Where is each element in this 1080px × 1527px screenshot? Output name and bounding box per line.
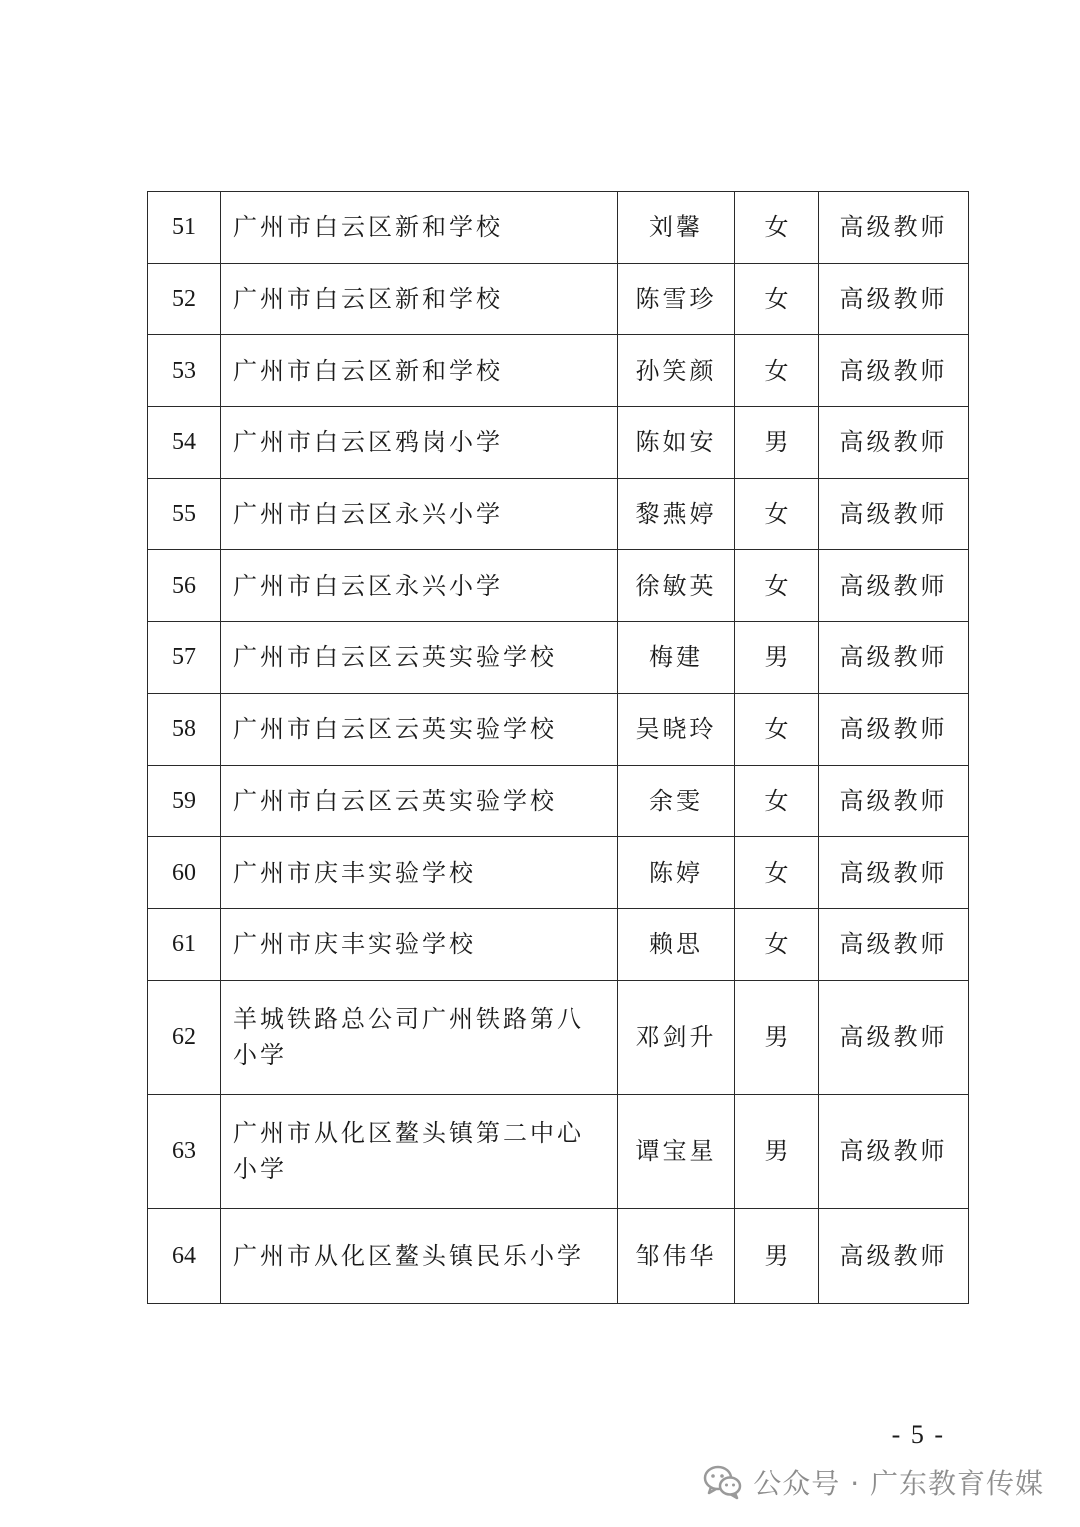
school-name: 广州市白云区新和学校 [221,263,618,335]
table-row [148,335,969,407]
teacher-name: 余雯 [618,765,735,837]
table-row [148,908,969,980]
teacher-title: 高级教师 [819,263,969,335]
school-name: 广州市白云区云英实验学校 [221,622,618,694]
teacher-name: 孙笑颜 [618,335,735,407]
teacher-title: 高级教师 [819,407,969,479]
teacher-title: 高级教师 [819,1208,969,1303]
teacher-gender: 男 [735,1094,819,1208]
teacher-name: 赖思 [618,908,735,980]
table-row [148,192,969,264]
school-name: 广州市庆丰实验学校 [221,837,618,909]
teacher-gender: 女 [735,263,819,335]
school-name: 广州市白云区永兴小学 [221,550,618,622]
school-name: 广州市白云区鸦岗小学 [221,407,618,479]
row-number: 62 [148,980,221,1094]
school-name: 广州市白云区云英实验学校 [221,693,618,765]
teacher-title: 高级教师 [819,1094,969,1208]
teacher-gender: 女 [735,550,819,622]
school-name: 广州市白云区云英实验学校 [221,765,618,837]
teacher-gender: 男 [735,407,819,479]
teacher-gender: 女 [735,335,819,407]
row-number: 54 [148,407,221,479]
school-name: 广州市庆丰实验学校 [221,908,618,980]
row-number: 53 [148,335,221,407]
teacher-title: 高级教师 [819,980,969,1094]
row-number: 61 [148,908,221,980]
school-name: 广州市从化区鳌头镇第二中心小学 [221,1094,618,1208]
school-name: 广州市白云区永兴小学 [221,478,618,550]
row-number: 63 [148,1094,221,1208]
wechat-icon [703,1464,743,1500]
teacher-title: 高级教师 [819,693,969,765]
teacher-title: 高级教师 [819,908,969,980]
teacher-name: 陈雪珍 [618,263,735,335]
teacher-name: 梅建 [618,622,735,694]
teacher-name: 邹伟华 [618,1208,735,1303]
teacher-name: 吴晓玲 [618,693,735,765]
table-row [148,765,969,837]
table-row [148,693,969,765]
teacher-title: 高级教师 [819,765,969,837]
teacher-gender: 男 [735,980,819,1094]
page-number: - 5 - [891,1420,945,1449]
teacher-gender: 女 [735,192,819,264]
row-number: 58 [148,693,221,765]
school-name: 广州市白云区新和学校 [221,192,618,264]
teacher-gender: 女 [735,693,819,765]
teacher-name: 邓剑升 [618,980,735,1094]
table-row [148,550,969,622]
table-row [148,1094,969,1208]
table-row [148,263,969,335]
row-number: 57 [148,622,221,694]
row-number: 60 [148,837,221,909]
school-name: 广州市白云区新和学校 [221,335,618,407]
teacher-gender: 女 [735,908,819,980]
teacher-name: 陈如安 [618,407,735,479]
table-row [148,1208,969,1303]
teacher-gender: 男 [735,622,819,694]
watermark-text: 公众号 · 广东教育传媒 [753,1467,1044,1500]
teacher-name: 谭宝星 [618,1094,735,1208]
school-name: 广州市从化区鳌头镇民乐小学 [221,1208,618,1303]
teacher-gender: 女 [735,837,819,909]
teacher-title: 高级教师 [819,192,969,264]
row-number: 52 [148,263,221,335]
row-number: 51 [148,192,221,264]
table-row [148,980,969,1094]
teacher-title: 高级教师 [819,335,969,407]
row-number: 59 [148,765,221,837]
teacher-title: 高级教师 [819,622,969,694]
row-number: 56 [148,550,221,622]
table-row [148,478,969,550]
school-name: 羊城铁路总公司广州铁路第八小学 [221,980,618,1094]
teacher-gender: 女 [735,478,819,550]
teacher-name: 刘馨 [618,192,735,264]
teacher-name: 徐敏英 [618,550,735,622]
teacher-gender: 男 [735,1208,819,1303]
teacher-gender: 女 [735,765,819,837]
roster-table [147,191,969,1304]
teacher-name: 陈婷 [618,837,735,909]
row-number: 55 [148,478,221,550]
watermark [703,1462,1044,1502]
teacher-title: 高级教师 [819,550,969,622]
table-row [148,622,969,694]
row-number: 64 [148,1208,221,1303]
teacher-name: 黎燕婷 [618,478,735,550]
teacher-title: 高级教师 [819,478,969,550]
table-row [148,837,969,909]
table-row [148,407,969,479]
teacher-title: 高级教师 [819,837,969,909]
